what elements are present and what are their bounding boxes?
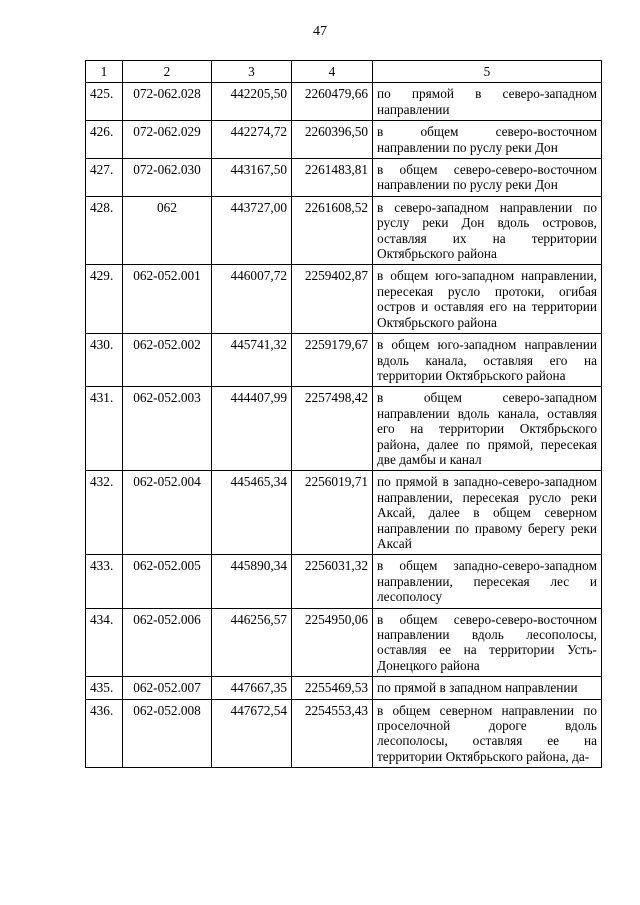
boundary-description: в общем юго-западном направлении, пересекая русло протоки, огибая остров и оставляя его на территории Октябрьского района bbox=[373, 265, 602, 334]
coordinate-y: 2256031,32 bbox=[292, 555, 373, 608]
table-row bbox=[86, 265, 602, 334]
column-header-2: 2 bbox=[123, 61, 212, 83]
row-number: 434. bbox=[86, 608, 123, 677]
coordinate-y: 2260479,66 bbox=[292, 83, 373, 121]
boundary-points-table bbox=[85, 60, 602, 768]
header-row bbox=[86, 61, 602, 83]
coordinate-x: 443167,50 bbox=[212, 159, 292, 197]
row-number: 435. bbox=[86, 677, 123, 699]
point-code: 062 bbox=[123, 196, 212, 265]
table-row bbox=[86, 83, 602, 121]
table-row bbox=[86, 608, 602, 677]
row-number: 428. bbox=[86, 196, 123, 265]
coordinate-y: 2260396,50 bbox=[292, 121, 373, 159]
point-code: 072-062.029 bbox=[123, 121, 212, 159]
boundary-description: по прямой в северо-западном направлении bbox=[373, 83, 602, 121]
coordinate-y: 2261608,52 bbox=[292, 196, 373, 265]
coordinate-x: 446256,57 bbox=[212, 608, 292, 677]
coordinate-y: 2256019,71 bbox=[292, 471, 373, 555]
table-row bbox=[86, 387, 602, 471]
row-number: 426. bbox=[86, 121, 123, 159]
point-code: 062-052.005 bbox=[123, 555, 212, 608]
boundary-description: в общем северном направлении по проселочной дороге вдоль лесополосы, оставляя ее на территории Октябрьского района, да- bbox=[373, 699, 602, 768]
coordinate-x: 442205,50 bbox=[212, 83, 292, 121]
point-code: 062-052.001 bbox=[123, 265, 212, 334]
boundary-description: по прямой в западном направлении bbox=[373, 677, 602, 699]
coordinate-y: 2259179,67 bbox=[292, 334, 373, 387]
boundary-description: в северо-западном направлении по руслу реки Дон вдоль островов, оставляя их на территории Октябрьского района bbox=[373, 196, 602, 265]
table-row bbox=[86, 159, 602, 197]
row-number: 427. bbox=[86, 159, 123, 197]
column-header-4: 4 bbox=[292, 61, 373, 83]
row-number: 433. bbox=[86, 555, 123, 608]
row-number: 431. bbox=[86, 387, 123, 471]
boundary-description: в общем северо-западном направлении вдоль канала, оставляя его на территории Октябрьского района, далее по прямой, пересекая две дамбы и канал bbox=[373, 387, 602, 471]
coordinate-y: 2257498,42 bbox=[292, 387, 373, 471]
coordinate-y: 2261483,81 bbox=[292, 159, 373, 197]
coordinate-x: 444407,99 bbox=[212, 387, 292, 471]
boundary-description: в общем северо-восточном направлении по руслу реки Дон bbox=[373, 121, 602, 159]
point-code: 062-052.008 bbox=[123, 699, 212, 768]
row-number: 429. bbox=[86, 265, 123, 334]
coordinate-x: 445465,34 bbox=[212, 471, 292, 555]
coordinate-x: 447667,35 bbox=[212, 677, 292, 699]
table-row bbox=[86, 121, 602, 159]
coordinate-x: 445741,32 bbox=[212, 334, 292, 387]
table-row bbox=[86, 699, 602, 768]
table-row bbox=[86, 555, 602, 608]
column-header-1: 1 bbox=[86, 61, 123, 83]
point-code: 062-052.002 bbox=[123, 334, 212, 387]
table-header bbox=[86, 61, 602, 83]
coordinate-x: 442274,72 bbox=[212, 121, 292, 159]
row-number: 432. bbox=[86, 471, 123, 555]
table-row bbox=[86, 334, 602, 387]
row-number: 430. bbox=[86, 334, 123, 387]
page-number: 47 bbox=[313, 24, 327, 39]
row-number: 436. bbox=[86, 699, 123, 768]
column-header-5: 5 bbox=[373, 61, 602, 83]
point-code: 062-052.004 bbox=[123, 471, 212, 555]
point-code: 062-052.006 bbox=[123, 608, 212, 677]
table-row bbox=[86, 471, 602, 555]
coordinate-y: 2254950,06 bbox=[292, 608, 373, 677]
point-code: 072-062.028 bbox=[123, 83, 212, 121]
boundary-description: в общем юго-западном направлении вдоль канала, оставляя его на территории Октябрьского района bbox=[373, 334, 602, 387]
coordinate-y: 2259402,87 bbox=[292, 265, 373, 334]
coordinate-y: 2255469,53 bbox=[292, 677, 373, 699]
boundary-description: в общем северо-северо-восточном направлении по руслу реки Дон bbox=[373, 159, 602, 197]
coordinate-y: 2254553,43 bbox=[292, 699, 373, 768]
table-body bbox=[86, 83, 602, 768]
column-header-3: 3 bbox=[212, 61, 292, 83]
point-code: 072-062.030 bbox=[123, 159, 212, 197]
point-code: 062-052.003 bbox=[123, 387, 212, 471]
boundary-description: в общем северо-северо-восточном направлении вдоль лесополосы, оставляя ее на территории Усть-Донецкого района bbox=[373, 608, 602, 677]
coordinate-x: 445890,34 bbox=[212, 555, 292, 608]
boundary-description: по прямой в западно-северо-западном направлении, пересекая русло реки Аксай, далее в общем северном направлении по правому берегу реки Аксай bbox=[373, 471, 602, 555]
coordinate-x: 446007,72 bbox=[212, 265, 292, 334]
table-row bbox=[86, 196, 602, 265]
row-number: 425. bbox=[86, 83, 123, 121]
table-row bbox=[86, 677, 602, 699]
coordinate-x: 443727,00 bbox=[212, 196, 292, 265]
coordinate-x: 447672,54 bbox=[212, 699, 292, 768]
boundary-description: в общем западно-северо-западном направлении, пересекая лес и лесополосу bbox=[373, 555, 602, 608]
point-code: 062-052.007 bbox=[123, 677, 212, 699]
